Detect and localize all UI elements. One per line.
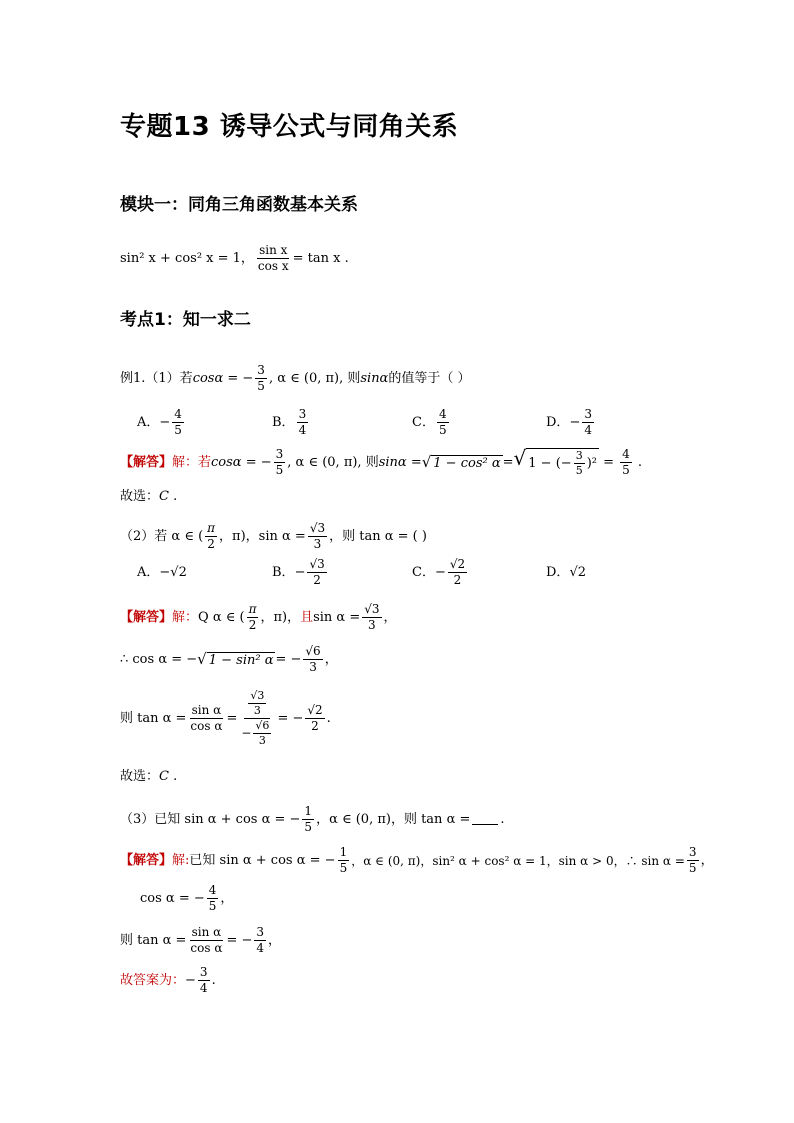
solution-tag: 【解答】 — [120, 610, 173, 626]
res-num: √2 — [305, 704, 324, 719]
option-text: √2 — [569, 565, 586, 580]
sin-den: 3 — [368, 618, 376, 633]
line2-den: 5 — [208, 899, 217, 914]
formula-fraction — [256, 244, 291, 273]
line2-b: = − — [275, 652, 302, 668]
sol-cos: cosα = − — [211, 455, 272, 471]
option-label: C． — [412, 565, 435, 581]
q1-solution: 【解答】 解：若 cosα = − $\frac{3}{5}$ , α ∈ (0, π), 则 sinα = √ 1 − cos² α = √ 1 − (− $\frac{3}{5}$ )² = $\frac{4}{5}$ . — [120, 446, 643, 478]
q3-num: 1 — [302, 805, 314, 820]
pi-num: π — [247, 603, 259, 618]
q1-answer — [120, 490, 177, 503]
q3-solution-line3 — [120, 926, 281, 955]
option-sign: − — [434, 565, 446, 581]
radicand: 1 − cos² α — [433, 456, 501, 472]
pi-den: 2 — [207, 537, 215, 552]
option-label: C． — [412, 415, 435, 431]
q1-prefix: 例1.（1）若 — [120, 371, 193, 387]
line3-a: 则 tan α = — [120, 711, 187, 727]
sin-num: √3 — [308, 522, 327, 537]
option-label: A． — [137, 565, 160, 580]
sqrt-expression-2 — [514, 448, 599, 477]
pi-den: 2 — [248, 618, 257, 633]
sol-res-num: 4 — [620, 448, 632, 463]
line2-a: ∴ cos α = − — [120, 652, 198, 668]
q3-solution-line1 — [120, 846, 714, 875]
solution-tag: 【解答】 — [120, 455, 173, 471]
formula-den: cos x — [257, 259, 289, 274]
line3-c: ， — [268, 933, 282, 949]
option-fraction — [172, 408, 184, 437]
formula-part1: sin² x + cos² x = 1， — [120, 251, 254, 267]
sol-d: sin α = — [313, 610, 361, 626]
option-label: B． — [272, 415, 295, 431]
answer-blank[interactable] — [472, 814, 498, 825]
q2-answer — [120, 770, 177, 783]
sol-fraction — [274, 448, 286, 477]
sol-a: 已知 sin α + cos α = − — [189, 853, 336, 869]
sol-sin-fraction — [362, 603, 381, 632]
sol-range: , α ∈ (0, π), 则 — [287, 455, 379, 471]
page-title: 专题13 诱导公式与同角关系 — [120, 112, 459, 142]
option-fraction — [297, 408, 309, 437]
answer-label: 故选： — [120, 489, 160, 504]
radical-icon: √ — [197, 650, 207, 669]
sin-den: 3 — [313, 537, 322, 552]
q3-answer — [120, 966, 216, 995]
sol-a: Q α ∈ ( — [198, 610, 245, 626]
line3-a: 则 tan α = — [120, 933, 187, 949]
option-fraction — [307, 558, 326, 587]
res-den: 2 — [311, 719, 319, 734]
sol-e: ， — [383, 610, 397, 626]
radical-icon: √ — [421, 453, 432, 472]
sol-res-den: 5 — [622, 463, 630, 478]
identity-formula — [120, 244, 349, 273]
line3-num: sin α — [190, 926, 224, 941]
sin-num: √3 — [362, 603, 381, 618]
q3-mid: ，α ∈ (0, π)，则 tan α = — [316, 812, 471, 828]
q1-option-d — [546, 408, 596, 437]
line3-result — [305, 704, 324, 733]
q2-solution-line3 — [120, 690, 331, 747]
line3-b: = − — [226, 933, 253, 949]
res-num: 3 — [254, 926, 266, 941]
q1-fd: 5 — [257, 379, 265, 394]
q1-fn: 3 — [255, 364, 267, 379]
answer-tail: . — [211, 973, 216, 989]
cd: 3 — [253, 704, 261, 718]
kaodian-heading: 考点1：知一求二 — [120, 310, 251, 330]
line3-c: = − — [277, 711, 304, 727]
radical-icon: √ — [513, 446, 527, 471]
option-label: A． — [137, 415, 160, 431]
option-label: D． — [546, 415, 570, 431]
line2-num: √6 — [303, 645, 322, 660]
option-label: B． — [272, 565, 295, 581]
radicand-part: 1 − (− — [528, 456, 572, 472]
compound-den: − $\frac{√6}{3}$ — [241, 719, 270, 748]
line3-result — [254, 926, 266, 955]
q2-solution-line2 — [120, 645, 338, 674]
line3-den: cos α — [190, 941, 223, 956]
q2-option-b — [272, 558, 329, 587]
compound-num — [244, 690, 270, 719]
dn: √6 — [253, 720, 271, 734]
q2-option-c — [412, 558, 469, 587]
answer-num: 3 — [198, 966, 210, 981]
radicand-tail: )² — [586, 456, 597, 472]
solution-prefix: 解: — [172, 853, 190, 869]
option-sign: − — [294, 565, 306, 581]
solution-prefix: 解： — [172, 610, 199, 626]
line2-a: cos α = − — [140, 891, 205, 907]
q2-sin-fraction — [308, 522, 327, 551]
q2-tail: ，则 tan α = ( ) — [329, 529, 427, 545]
q2-stem — [120, 522, 427, 551]
compound-num-fraction — [248, 690, 266, 717]
sol-pi-fraction — [247, 603, 259, 632]
q3-prefix: （3）已知 sin α + cos α = − — [120, 812, 301, 828]
line3-e: . — [326, 711, 331, 727]
formula-num: sin x — [257, 244, 289, 259]
option-den: 5 — [438, 423, 447, 438]
radicand-2 — [526, 448, 599, 477]
q3-solution-line2 — [140, 884, 233, 913]
q3-stem — [120, 805, 505, 834]
option-num: 4 — [437, 408, 449, 423]
sqrt-expression — [197, 652, 275, 667]
sol-fn: 3 — [274, 448, 286, 463]
sol-fraction — [338, 846, 350, 875]
option-sign: − — [569, 415, 581, 431]
q2-prefix: （2）若 α ∈ ( — [120, 529, 204, 545]
line2-num: 4 — [207, 884, 219, 899]
q2-mid: ，π)，sin α = — [219, 529, 306, 545]
q1-sin: sinα — [360, 371, 389, 387]
option-label: D． — [546, 565, 570, 580]
answer-value: C . — [159, 489, 178, 504]
answer-sign: − — [185, 973, 196, 989]
line3-fraction — [188, 926, 224, 955]
q1-tail: 的值等于（ ） — [388, 371, 471, 387]
q1-option-a — [137, 408, 186, 437]
q1-stem — [120, 364, 470, 393]
q1-option-c — [412, 408, 451, 437]
module-heading: 模块一：同角三角函数基本关系 — [120, 195, 358, 215]
q1-cos: cosα = − — [192, 371, 254, 387]
radicand-den: 5 — [575, 464, 583, 478]
compound-fraction — [239, 690, 275, 747]
pi-num: π — [205, 522, 217, 537]
option-fraction — [582, 408, 594, 437]
answer-label: 故答案为： — [120, 973, 186, 989]
option-den: 4 — [584, 423, 592, 438]
radicand-num: 3 — [574, 450, 585, 464]
line2-b: ， — [220, 891, 234, 907]
q1-range: , α ∈ (0, π), 则 — [268, 371, 361, 387]
answer-den: 4 — [199, 981, 208, 996]
q1-option-b — [272, 408, 310, 437]
line2-fraction — [207, 884, 219, 913]
option-num: 3 — [582, 408, 594, 423]
sol-c: 且 — [300, 610, 314, 626]
solution-tag: 【解答】 — [120, 853, 173, 869]
q3-tail: . — [500, 812, 505, 828]
sin-num: 3 — [687, 846, 699, 861]
option-num: 3 — [297, 408, 309, 423]
answer-fraction — [198, 966, 210, 995]
option-text: −√2 — [159, 565, 187, 580]
option-fraction — [437, 408, 449, 437]
line2-c: ， — [324, 652, 338, 668]
solution-prefix: 解：若 — [172, 455, 212, 471]
compound-den-fraction — [253, 720, 271, 747]
q2-option-d — [546, 566, 586, 579]
option-den: 5 — [174, 423, 182, 438]
line3-fraction — [188, 704, 224, 733]
radicand-fraction — [574, 450, 585, 477]
option-den: 2 — [453, 573, 462, 588]
res-den: 4 — [256, 941, 265, 956]
q3-den: 5 — [304, 820, 313, 835]
option-den: 2 — [313, 573, 321, 588]
line3-den: cos α — [190, 719, 223, 734]
answer-value: C . — [159, 769, 178, 784]
sol-c: ， — [700, 853, 714, 869]
option-num: 4 — [172, 408, 184, 423]
q2-pi-fraction — [205, 522, 217, 551]
option-num: √3 — [307, 558, 326, 573]
sin-den: 5 — [688, 861, 697, 876]
option-fraction — [448, 558, 467, 587]
radicand: 1 − sin² α — [208, 653, 274, 669]
sol-den: 5 — [339, 861, 348, 876]
q2-option-a — [137, 566, 187, 579]
answer-label: 故选： — [120, 769, 160, 784]
sol-sin: sinα = — [378, 455, 422, 471]
line3-b: = — [226, 711, 238, 727]
sqrt-expression — [422, 455, 503, 470]
option-den: 4 — [298, 423, 307, 438]
option-sign: − — [159, 415, 171, 431]
line2-fraction — [303, 645, 322, 674]
sol-eq: = — [502, 455, 514, 471]
line3-num: sin α — [190, 704, 224, 719]
q3-fraction — [302, 805, 314, 834]
formula-part2: = tan x . — [292, 251, 349, 267]
sol-fd: 5 — [275, 463, 284, 478]
sol-num: 1 — [338, 846, 350, 861]
sol-b: ，π)， — [260, 610, 301, 626]
sol-result — [620, 448, 632, 477]
q1-fraction — [255, 364, 267, 393]
cn: √3 — [248, 690, 266, 704]
dd: 3 — [258, 734, 266, 748]
option-num: √2 — [448, 558, 467, 573]
sol-b: ，α ∈ (0, π)，sin² α + cos² α = 1，sin α > 0，∴ sin α = — [351, 853, 685, 868]
line2-den: 3 — [309, 660, 317, 675]
q2-solution-line1 — [120, 603, 397, 632]
sol-sin-fraction — [687, 846, 699, 875]
